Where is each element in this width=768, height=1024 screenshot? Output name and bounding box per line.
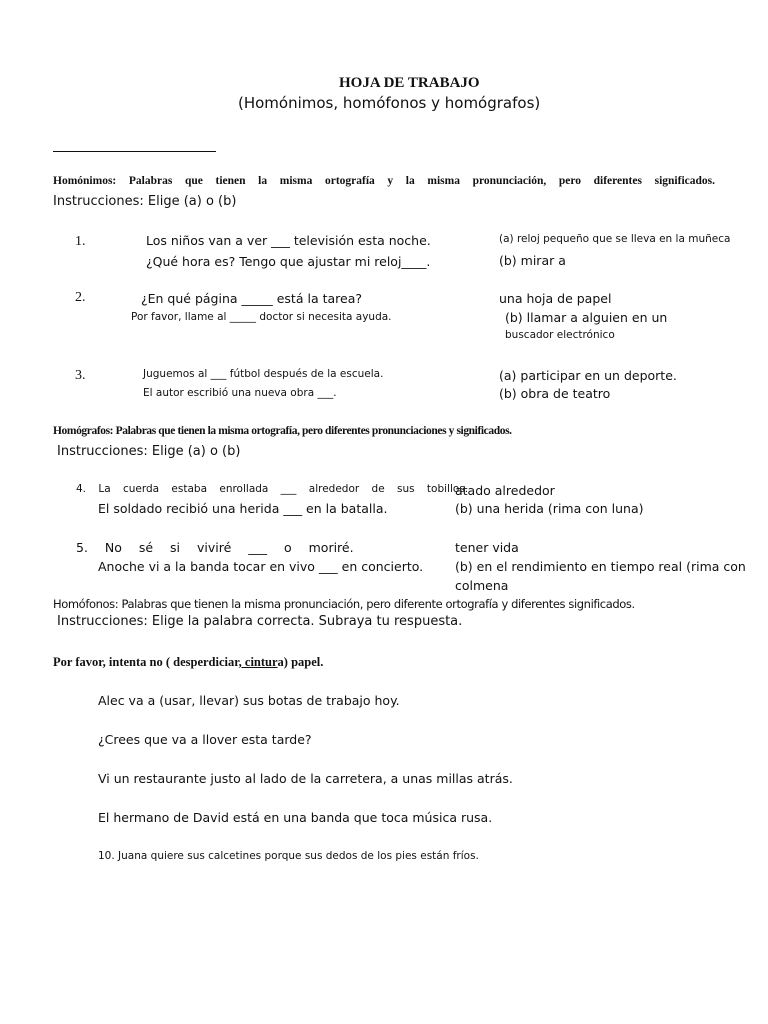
question-line: El hermano de David está en una banda que toca música rusa. bbox=[98, 810, 493, 825]
question-line: Juguemos al ___ fútbol después de la escuela. bbox=[143, 368, 384, 380]
homografos-instructions: Instrucciones: Elige (a) o (b) bbox=[57, 444, 241, 459]
homonimos-definition: Homónimos: Palabras que tienen la misma ortografía y la misma pronunciación, pero diferentes significados. bbox=[53, 175, 715, 187]
question-line: Vi un restaurante justo al lado de la carretera, a unas millas atrás. bbox=[98, 771, 513, 786]
item-number: 3. bbox=[75, 368, 86, 383]
answer-option: (b) llamar a alguien en un bbox=[505, 310, 668, 325]
question-line: El soldado recibió una herida ___ en la batalla. bbox=[98, 501, 388, 516]
question-line: Por favor, llame al _____ doctor si necesita ayuda. bbox=[131, 311, 392, 323]
page-title: HOJA DE TRABAJO bbox=[339, 75, 480, 91]
item-number: 2. bbox=[75, 290, 86, 305]
question-line: Anoche vi a la banda tocar en vivo ___ en concierto. bbox=[98, 559, 424, 574]
question-line: 10. Juana quiere sus calcetines porque sus dedos de los pies están fríos. bbox=[98, 850, 479, 862]
question-line: ¿Crees que va a llover esta tarde? bbox=[98, 732, 312, 747]
underlined-answer: , cintur bbox=[238, 655, 278, 669]
question-text: a) papel. bbox=[277, 655, 324, 669]
answer-option: (b) obra de teatro bbox=[499, 386, 611, 401]
answer-option: (b) una herida (rima con luna) bbox=[455, 501, 644, 516]
question-line: El autor escribió una nueva obra ___. bbox=[143, 387, 337, 399]
question-line: 5. No sé si viviré ___ o moriré. bbox=[76, 540, 354, 555]
answer-option: tener vida bbox=[455, 540, 519, 555]
homofonos-instructions: Instrucciones: Elige la palabra correcta. Subraya tu respuesta. bbox=[57, 614, 463, 629]
answer-option: (b) mirar a bbox=[499, 253, 566, 268]
answer-option: una hoja de papel bbox=[499, 291, 612, 306]
answer-option: (b) en el rendimiento en tiempo real (rima con bbox=[455, 559, 746, 574]
question-line: Alec va a (usar, llevar) sus botas de trabajo hoy. bbox=[98, 693, 400, 708]
question-line: ¿En qué página _____ está la tarea? bbox=[141, 291, 362, 306]
homofonos-definition: Homófonos: Palabras que tienen la misma pronunciación, pero diferente ortografía y diferentes significados. bbox=[53, 597, 635, 611]
name-line bbox=[53, 150, 216, 152]
answer-option: atado alrededor bbox=[455, 483, 555, 498]
question-line: ¿Qué hora es? Tengo que ajustar mi reloj____. bbox=[146, 254, 431, 269]
homografos-definition: Homógrafos: Palabras que tienen la misma ortografía, pero diferentes pronunciaciones y significados. bbox=[53, 425, 512, 437]
answer-option: (a) participar en un deporte. bbox=[499, 368, 677, 383]
question-line: 4. La cuerda estaba enrollada ___ alrededor de sus tobillos. bbox=[76, 483, 469, 495]
question-text: Por favor, intenta no ( desperdiciar bbox=[53, 655, 239, 669]
question-line: Los niños van a ver ___ televisión esta noche. bbox=[146, 233, 431, 248]
page-subtitle: (Homónimos, homófonos y homógrafos) bbox=[238, 94, 541, 112]
item-number: 1. bbox=[75, 234, 86, 249]
answer-option: buscador electrónico bbox=[505, 329, 615, 341]
question-line bbox=[53, 655, 323, 670]
homonimos-instructions: Instrucciones: Elige (a) o (b) bbox=[53, 194, 237, 209]
answer-option: (a) reloj pequeño que se lleva en la muñeca bbox=[499, 233, 731, 245]
answer-option: colmena bbox=[455, 578, 509, 593]
